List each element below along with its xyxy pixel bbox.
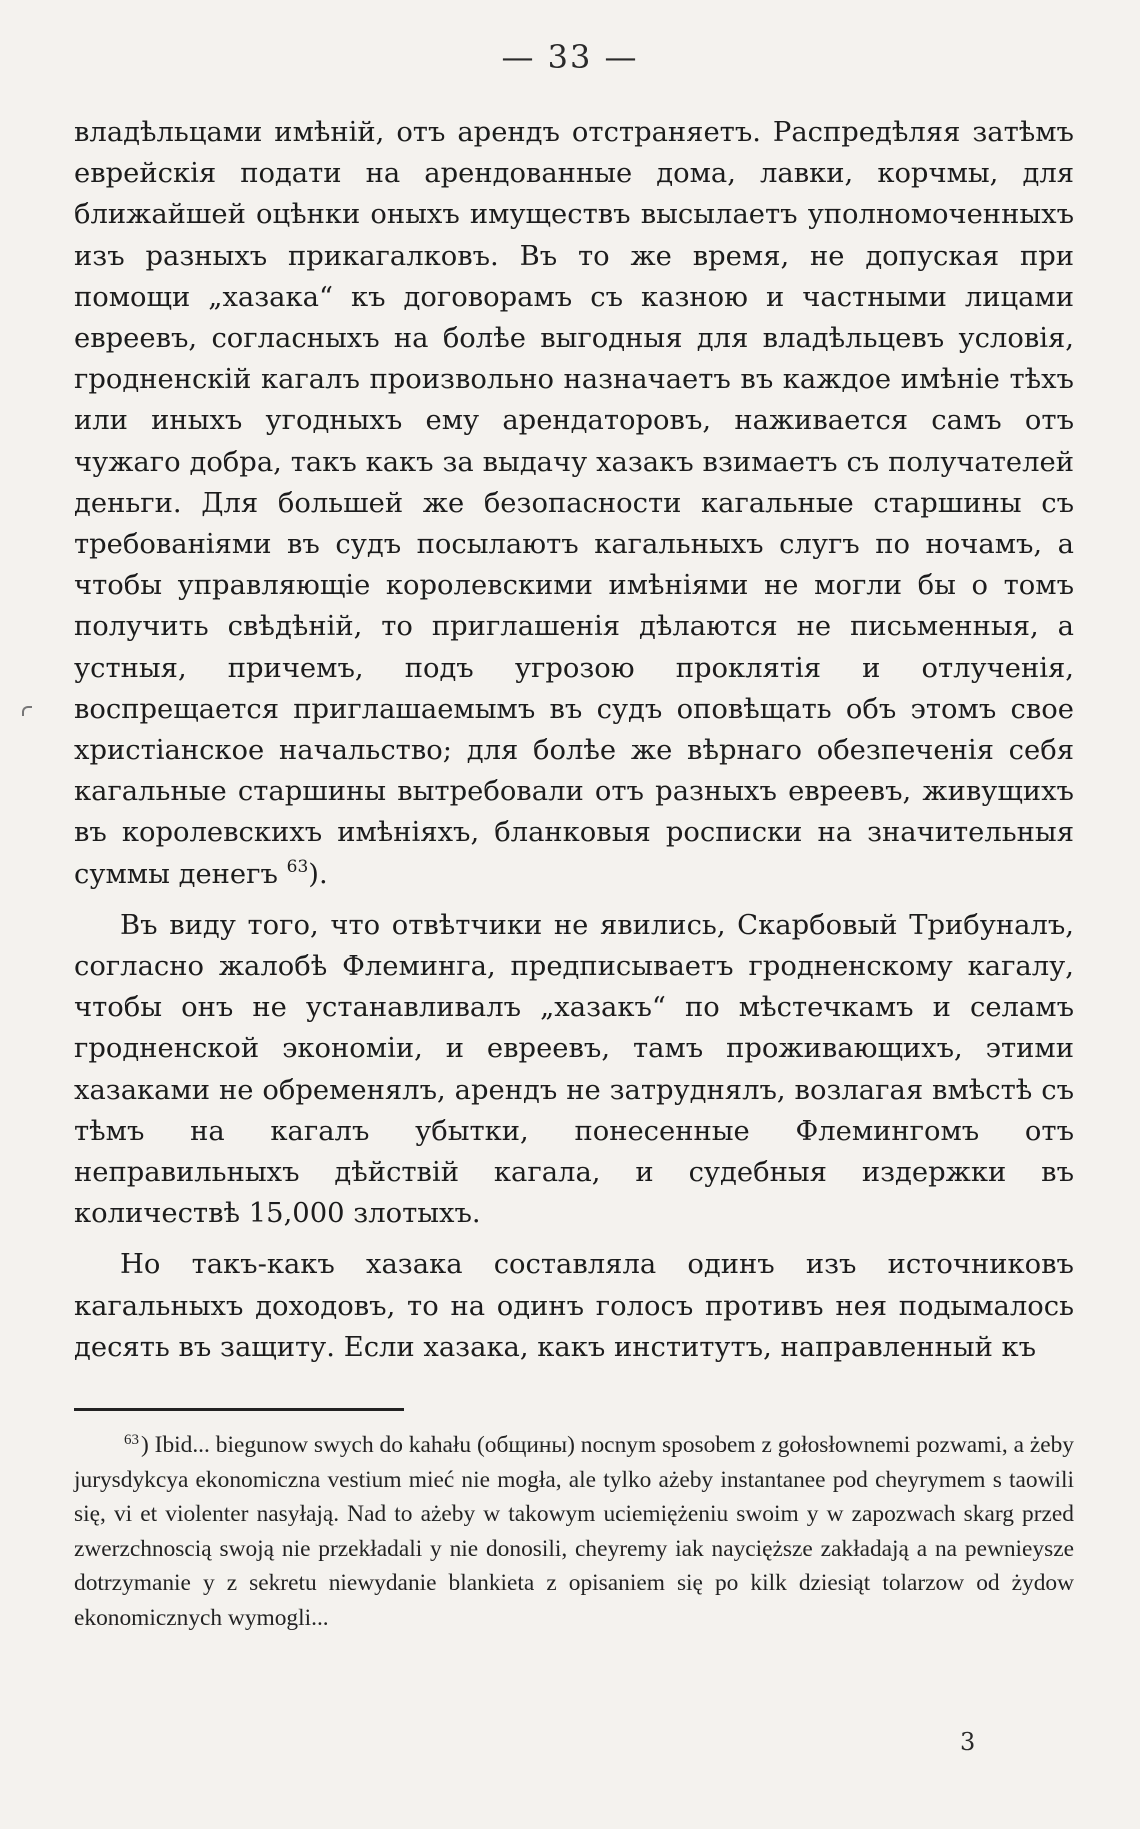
margin-mark — [22, 706, 32, 716]
paragraph-2: Въ виду того, что отвѣтчики не явились, Скарбовый Трибуналъ, согласно жалобѣ Флеминга, предписываетъ гродненскому кагалу, чтобы онъ не устанавливалъ „хазакъ“ по мѣстечкамъ и селамъ гродненской экономіи, и евреевъ, тамъ проживающихъ, этими хазаками не обременялъ, арендъ не затруднялъ, возлагая вмѣстѣ съ тѣмъ на кагалъ убытки, понесенные Флемингомъ отъ неправильныхъ дѣйствій кагала, и судебныя издержки въ количествѣ 15,000 злотыхъ. — [74, 909, 1074, 1230]
footnote-reference[interactable]: 63 — [286, 856, 309, 877]
footnote-mark: 63 — [124, 1432, 139, 1448]
footnote-text: ) Ibid... biegunow swych do kahału (общины) nocnym sposobem z gołosłownemi pozwami, a żeby jurysdykcya ekonomiczna vestium mieć nie mogła, ale tylko ażeby instantanee pod cheyrymem s taowili się, vi et violenter nasyłają. Nad to ażeby w takowym uciemiężeniu swoim y w zapozwach skarg przed zwerzchnoscią swoją nie przekładali y nie donosili, cheyremy iak naycięższe zakładają a na pewnieysze dotrzymanie y z sekretu niewydanie blankieta z opisaniem się po kilk dziesiąt tolarzow od żydow ekonomicznych wymogli... — [74, 1432, 1074, 1631]
paragraph-3: Но такъ-какъ хазака составляла одинъ изъ источниковъ кагальныхъ доходовъ, то на одинъ голосъ противъ нея подымалось десять въ защиту. Если хазака, какъ институтъ, направленный къ — [74, 1249, 1074, 1363]
page-number-header: — 33 — — [501, 38, 639, 76]
paragraph-1-text: владѣльцами имѣній, отъ арендъ отстраняетъ. Распредѣляя затѣмъ еврейскія подати на арендованные дома, лавки, корчмы, для ближайшей оцѣнки оныхъ имуществъ высылаетъ уполномоченныхъ изъ разныхъ прикагалковъ. Въ то же время, не допуская при помощи „хазака“ къ договорамъ съ казною и частными лицами евреевъ, согласныхъ на болѣе выгодныя для владѣльцевъ условія, гродненскій кагалъ произвольно назначаетъ въ каждое имѣніе тѣхъ или иныхъ угодныхъ ему арендаторовъ, наживается самъ отъ чужаго добра, такъ какъ за выдачу хазакъ взимаетъ съ получателей деньги. Для большей же безопасности кагальные старшины съ требованіями въ судъ посылаютъ кагальныхъ слугъ по ночамъ, а чтобы управляющіе королевскими имѣніями не могли бы о томъ получить свѣдѣній, то приглашенія дѣлаются не письменныя, а устныя, причемъ, подъ угрозою проклятія и отлученія, воспрещается приглашаемымъ въ судъ оповѣщать объ этомъ свое христіанское начальство; для болѣе же вѣрнаго обезпеченія себя кагальные старшины вытребовали отъ разныхъ евреевъ, живущихъ въ королевскихъ имѣніяхъ, бланковыя росписки на значительныя суммы денегъ — [74, 117, 1074, 890]
signature-mark: 3 — [960, 1728, 976, 1756]
paragraph-1 — [74, 112, 1074, 895]
footnote-divider — [74, 1408, 404, 1411]
paragraph-1-end: ). — [308, 858, 328, 890]
footnote — [74, 1428, 1074, 1636]
main-text — [74, 112, 1074, 1368]
